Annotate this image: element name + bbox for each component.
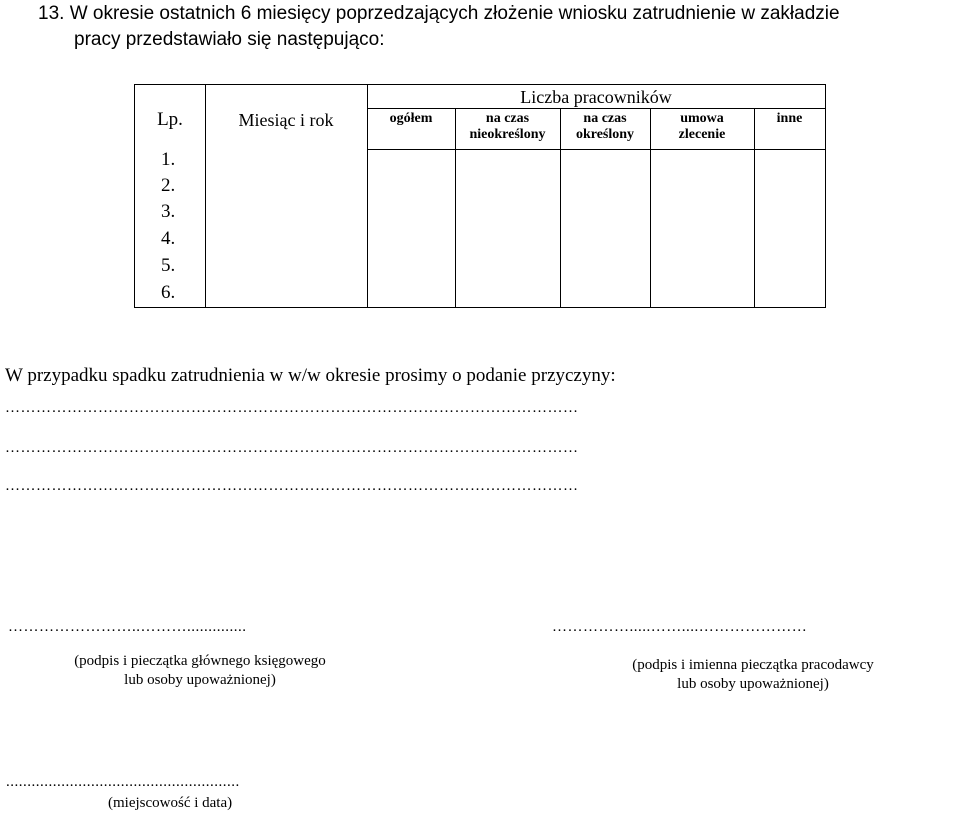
decline-reason-line-1[interactable]: …………………………………………………………………………………………………	[5, 400, 579, 416]
decline-reason-line-2[interactable]: …………………………………………………………………………………………………	[5, 440, 579, 456]
accountant-signature-caption-line2: lub osoby upoważnionej)	[124, 672, 276, 688]
employer-signature-caption-line2: lub osoby upoważnionej)	[677, 676, 829, 692]
column-header-month: Miesiąc i rok	[238, 110, 334, 130]
table-row-number: 5.	[161, 255, 176, 276]
column-header-indefinite-line2: nieokreślony	[469, 127, 546, 142]
employment-table	[134, 84, 826, 308]
column-header-indefinite-line1: na czas	[485, 111, 530, 126]
employer-signature-caption-line1: (podpis i imienna pieczątka pracodawcy	[632, 657, 874, 673]
question-title-continued: pracy przedstawiało się następująco:	[74, 29, 385, 50]
employer-signature-line[interactable]: …………….....……....…………………	[552, 619, 808, 635]
accountant-signature-caption-line1: (podpis i pieczątka głównego księgowego	[74, 653, 326, 669]
column-header-contract-line1: umowa	[680, 111, 724, 126]
column-header-lp: Lp.	[157, 109, 183, 130]
table-row-number: 1.	[161, 149, 176, 170]
decline-reason-prompt: W przypadku spadku zatrudnienia w w/w okresie prosimy o podanie przyczyny:	[5, 365, 616, 386]
table-divider	[367, 149, 825, 150]
table-divider	[754, 109, 755, 307]
table-divider	[367, 108, 825, 109]
accountant-signature-caption	[20, 652, 380, 690]
table-row-number: 4.	[161, 228, 176, 249]
column-header-other: inne	[776, 111, 803, 126]
question-title: 13. W okresie ostatnich 6 miesięcy poprzedzających złożenie wniosku zatrudnienie w zakładzie	[38, 3, 840, 24]
place-date-line[interactable]: .......................................................	[6, 774, 240, 790]
table-row-number: 3.	[161, 201, 176, 222]
accountant-signature-line[interactable]: ……………………..………..............	[8, 619, 247, 635]
column-header-indefinite	[455, 111, 560, 143]
table-row-number: 6.	[161, 282, 176, 303]
column-header-contract-line2: zlecenie	[678, 127, 726, 142]
column-group-header-employees: Liczba pracowników	[520, 87, 672, 107]
column-header-definite-line2: określony	[575, 127, 635, 142]
table-row-number: 2.	[161, 175, 176, 196]
column-header-definite-line1: na czas	[583, 111, 627, 126]
column-header-contract	[650, 111, 754, 143]
place-date-caption: (miejscowość i data)	[108, 795, 233, 811]
column-header-definite	[560, 111, 650, 143]
column-header-total: ogółem	[389, 111, 433, 126]
decline-reason-line-3[interactable]: …………………………………………………………………………………………………	[5, 478, 579, 494]
employer-signature-caption	[578, 656, 928, 694]
